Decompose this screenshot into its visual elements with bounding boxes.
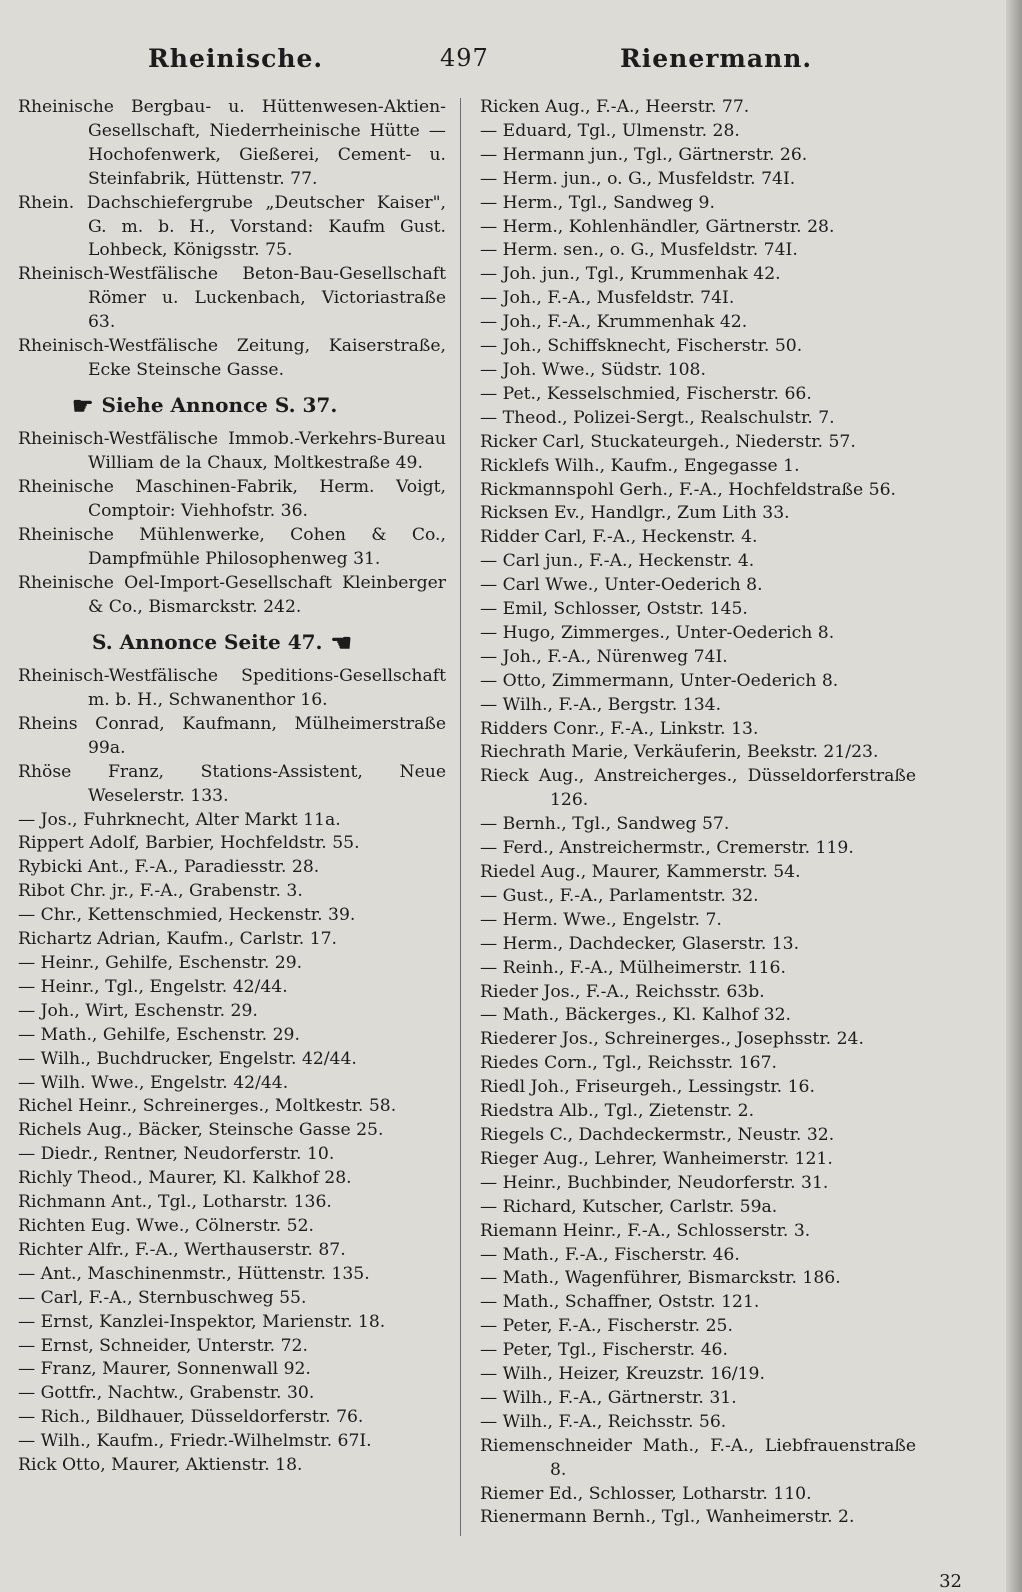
directory-entry: Ricker Carl, Stuckateurgeh., Niederstr. 57. xyxy=(480,431,856,452)
directory-entry: — Peter, F.-A., Fischerstr. 25. xyxy=(480,1316,733,1337)
directory-entry: Riedl Joh., Friseurgeh., Lessingstr. 16. xyxy=(480,1077,815,1098)
header-right-catchword: Rienermann. xyxy=(620,44,813,73)
advertisement-notice xyxy=(18,624,446,662)
directory-entry: Rick Otto, Maurer, Aktienstr. 18. xyxy=(18,1455,303,1476)
directory-entry: — Heinr., Buchbinder, Neudorferstr. 31. xyxy=(480,1172,829,1193)
directory-entry: — Theod., Polizei-Sergt., Realschulstr. 7. xyxy=(480,407,835,428)
directory-entry: Rhein. Dachschiefergrube „Deutscher Kaiser", G. m. b. H., Vorstand: Kaufm Gust. Lohbeck, Königsstr. 75. xyxy=(18,192,446,261)
directory-entry: Rienermann Bernh., Tgl., Wanheimerstr. 2. xyxy=(480,1507,855,1528)
directory-entry: — Wilh., Buchdrucker, Engelstr. 42/44. xyxy=(18,1048,357,1069)
directory-entry: — Emil, Schlosser, Oststr. 145. xyxy=(480,599,748,620)
directory-entry: — Gust., F.-A., Parlamentstr. 32. xyxy=(480,885,759,906)
directory-entry: — Pet., Kesselschmied, Fischerstr. 66. xyxy=(480,383,812,404)
page-header xyxy=(0,44,1022,84)
directory-entry: — Math., F.-A., Fischerstr. 46. xyxy=(480,1244,740,1265)
column-divider xyxy=(460,98,461,1536)
directory-entry: Ricken Aug., F.-A., Heerstr. 77. xyxy=(480,97,750,117)
directory-entry: — Joh. jun., Tgl., Krummenhak 42. xyxy=(480,264,781,285)
directory-entry: — Herm. Wwe., Engelstr. 7. xyxy=(480,909,722,930)
directory-entry: — Heinr., Gehilfe, Eschenstr. 29. xyxy=(18,953,303,973)
directory-entry: — Ernst, Schneider, Unterstr. 72. xyxy=(18,1335,308,1356)
directory-entry: — Herm., Dachdecker, Glaserstr. 13. xyxy=(480,933,800,954)
directory-entry: Rhöse Franz, Stations-Assistent, Neue Weselerstr. 133. xyxy=(18,761,446,806)
directory-entry: Ricksen Ev., Handlgr., Zum Lith 33. xyxy=(480,503,790,524)
directory-entry: — Joh., Schiffsknecht, Fischerstr. 50. xyxy=(480,336,803,357)
directory-entry: Riechrath Marie, Verkäuferin, Beekstr. 21/23. xyxy=(480,742,879,763)
signature-mark: 32 xyxy=(939,1571,962,1592)
directory-entry: — Franz, Maurer, Sonnenwall 92. xyxy=(18,1359,311,1380)
directory-entry: — Herm. jun., o. G., Musfeldstr. 74I. xyxy=(480,168,796,189)
directory-entry: Richartz Adrian, Kaufm., Carlstr. 17. xyxy=(18,929,338,950)
directory-entry: — Joh., F.-A., Krummenhak 42. xyxy=(480,312,748,333)
directory-entry: Rheinisch-Westfälische Immob.-Verkehrs-Bureau William de la Chaux, Moltkestraße 49. xyxy=(18,429,446,474)
directory-entry: Rheinische Bergbau- u. Hüttenwesen-Aktien-Gesellschaft, Niederrheinische Hütte — Hochofenwerk, Gießerei, Cement- u. Steinfabrik, Hüttenstr. 77. xyxy=(18,97,446,189)
directory-entry: — Ernst, Kanzlei-Inspektor, Marienstr. 18. xyxy=(18,1311,386,1332)
directory-entry: Rheinisch-Westfälische Beton-Bau-Gesellschaft Römer u. Luckenbach, Victoriastraße 63. xyxy=(18,264,446,333)
directory-entry: — Otto, Zimmermann, Unter-Oederich 8. xyxy=(480,670,839,691)
right-column xyxy=(480,96,916,1530)
directory-entry: — Rich., Bildhauer, Düsseldorferstr. 76. xyxy=(18,1407,364,1428)
advertisement-notice xyxy=(18,387,446,425)
directory-entry: — Joh., Wirt, Eschenstr. 29. xyxy=(18,1000,258,1021)
directory-entry: — Richard, Kutscher, Carlstr. 59a. xyxy=(480,1196,778,1217)
directory-entry: — Wilh., F.-A., Reichsstr. 56. xyxy=(480,1411,727,1432)
directory-entry: Rheinisch-Westfälische Zeitung, Kaiserstraße, Ecke Steinsche Gasse. xyxy=(18,336,446,380)
directory-entry: Richel Heinr., Schreinerges., Moltkestr. 58. xyxy=(18,1096,397,1117)
directory-entry: — Wilh., F.-A., Gärtnerstr. 31. xyxy=(480,1387,737,1408)
directory-entry: Rheinische Mühlenwerke, Cohen & Co., Dampfmühle Philosophenweg 31. xyxy=(18,525,446,569)
directory-entry: Riederer Jos., Schreinerges., Josephsstr. 24. xyxy=(480,1029,864,1050)
directory-entry: — Herm. sen., o. G., Musfeldstr. 74I. xyxy=(480,240,798,261)
directory-entry: Ridders Conr., F.-A., Linkstr. 13. xyxy=(480,718,759,739)
directory-entry: — Herm., Kohlenhändler, Gärtnerstr. 28. xyxy=(480,216,835,237)
notice-text: S. Annonce Seite 47. xyxy=(92,629,323,654)
directory-entry: Riemann Heinr., F.-A., Schlosserstr. 3. xyxy=(480,1220,811,1241)
directory-entry: — Ant., Maschinenmstr., Hüttenstr. 135. xyxy=(18,1263,370,1284)
directory-entry: Richten Eug. Wwe., Cölnerstr. 52. xyxy=(18,1215,314,1236)
directory-entry: — Ferd., Anstreichermstr., Cremerstr. 119. xyxy=(480,838,854,859)
directory-entry: Riegels C., Dachdeckermstr., Neustr. 32. xyxy=(480,1124,835,1145)
directory-entry: Riedes Corn., Tgl., Reichsstr. 167. xyxy=(480,1053,777,1074)
directory-entry: — Heinr., Tgl., Engelstr. 42/44. xyxy=(18,976,288,997)
directory-entry: Rheinische Oel-Import-Gesellschaft Kleinberger & Co., Bismarckstr. 242. xyxy=(18,572,446,617)
directory-entry: Rieger Aug., Lehrer, Wanheimerstr. 121. xyxy=(480,1148,833,1169)
directory-entry: — Hugo, Zimmerges., Unter-Oederich 8. xyxy=(480,622,835,643)
directory-entry: — Peter, Tgl., Fischerstr. 46. xyxy=(480,1340,728,1361)
directory-entry: — Chr., Kettenschmied, Heckenstr. 39. xyxy=(18,905,356,926)
directory-entry: Rheinisch-Westfälische Speditions-Gesellschaft m. b. H., Schwanenthor 16. xyxy=(18,666,446,711)
pointing-hand-icon: ☚ xyxy=(330,628,353,658)
directory-entry: Rickmannspohl Gerh., F.-A., Hochfeldstraße 56. xyxy=(480,479,896,500)
directory-entry: Rieck Aug., Anstreicherges., Düsseldorferstraße 126. xyxy=(480,766,916,811)
directory-entry: — Math., Bäckerges., Kl. Kalhof 32. xyxy=(480,1005,791,1026)
directory-entry: — Hermann jun., Tgl., Gärtnerstr. 26. xyxy=(480,144,808,165)
directory-entry: — Carl Wwe., Unter-Oederich 8. xyxy=(480,575,763,596)
directory-entry: — Eduard, Tgl., Ulmenstr. 28. xyxy=(480,120,740,141)
directory-entry: — Wilh. Wwe., Engelstr. 42/44. xyxy=(18,1072,289,1093)
directory-entry: — Jos., Fuhrknecht, Alter Markt 11a. xyxy=(18,809,341,830)
directory-entry: — Joh. Wwe., Südstr. 108. xyxy=(480,359,706,380)
directory-entry: — Wilh., Kaufm., Friedr.-Wilhelmstr. 67I. xyxy=(18,1431,372,1452)
directory-entry: Richels Aug., Bäcker, Steinsche Gasse 25. xyxy=(18,1120,384,1141)
directory-entry: — Math., Gehilfe, Eschenstr. 29. xyxy=(18,1024,300,1045)
directory-entry: — Herm., Tgl., Sandweg 9. xyxy=(480,192,715,213)
directory-entry: Richly Theod., Maurer, Kl. Kalkhof 28. xyxy=(18,1168,352,1189)
page-edge-shadow xyxy=(1006,0,1022,1592)
directory-entry: Richter Alfr., F.-A., Werthauserstr. 87. xyxy=(18,1239,346,1260)
directory-entry: — Gottfr., Nachtw., Grabenstr. 30. xyxy=(18,1383,315,1404)
directory-entry: — Wilh., F.-A., Bergstr. 134. xyxy=(480,694,722,715)
directory-entry: Rippert Adolf, Barbier, Hochfeldstr. 55. xyxy=(18,833,360,854)
directory-entry: Rybicki Ant., F.-A., Paradiesstr. 28. xyxy=(18,857,320,878)
directory-entry: Ridder Carl, F.-A., Heckenstr. 4. xyxy=(480,527,758,548)
header-left-catchword: Rheinische. xyxy=(148,44,324,73)
directory-entry: Riemenschneider Math., F.-A., Liebfrauenstraße 8. xyxy=(480,1435,916,1480)
directory-entry: Rheins Conrad, Kaufmann, Mülheimerstraße 99a. xyxy=(18,713,446,758)
directory-entry: Riedel Aug., Maurer, Kammerstr. 54. xyxy=(480,862,801,882)
directory-entry: — Wilh., Heizer, Kreuzstr. 16/19. xyxy=(480,1364,765,1385)
directory-entry: — Joh., F.-A., Musfeldstr. 74I. xyxy=(480,288,735,309)
directory-entry: — Carl, F.-A., Sternbuschweg 55. xyxy=(18,1287,307,1308)
directory-entry: Rieder Jos., F.-A., Reichsstr. 63b. xyxy=(480,981,765,1002)
notice-text: Siehe Annonce S. 37. xyxy=(101,392,338,417)
directory-entry: Ribot Chr. jr., F.-A., Grabenstr. 3. xyxy=(18,881,303,902)
pointing-hand-icon: ☛ xyxy=(72,391,94,421)
directory-entry: — Joh., F.-A., Nürenweg 74I. xyxy=(480,646,728,667)
left-column xyxy=(18,96,446,1478)
directory-entry: Riemer Ed., Schlosser, Lotharstr. 110. xyxy=(480,1483,812,1504)
directory-entry: — Math., Schaffner, Oststr. 121. xyxy=(480,1292,760,1313)
directory-entry: — Math., Wagenführer, Bismarckstr. 186. xyxy=(480,1268,841,1289)
directory-entry: — Bernh., Tgl., Sandweg 57. xyxy=(480,814,730,835)
directory-entry: Richmann Ant., Tgl., Lotharstr. 136. xyxy=(18,1192,332,1213)
directory-entry: — Carl jun., F.-A., Heckenstr. 4. xyxy=(480,551,755,572)
directory-entry: Rheinische Maschinen-Fabrik, Herm. Voigt, Comptoir: Viehhofstr. 36. xyxy=(18,477,446,522)
directory-entry: — Reinh., F.-A., Mülheimerstr. 116. xyxy=(480,957,786,978)
directory-entry: — Diedr., Rentner, Neudorferstr. 10. xyxy=(18,1144,335,1165)
page-number: 497 xyxy=(440,44,489,72)
directory-entry: Ricklefs Wilh., Kaufm., Engegasse 1. xyxy=(480,455,800,476)
directory-entry: Riedstra Alb., Tgl., Zietenstr. 2. xyxy=(480,1101,755,1122)
